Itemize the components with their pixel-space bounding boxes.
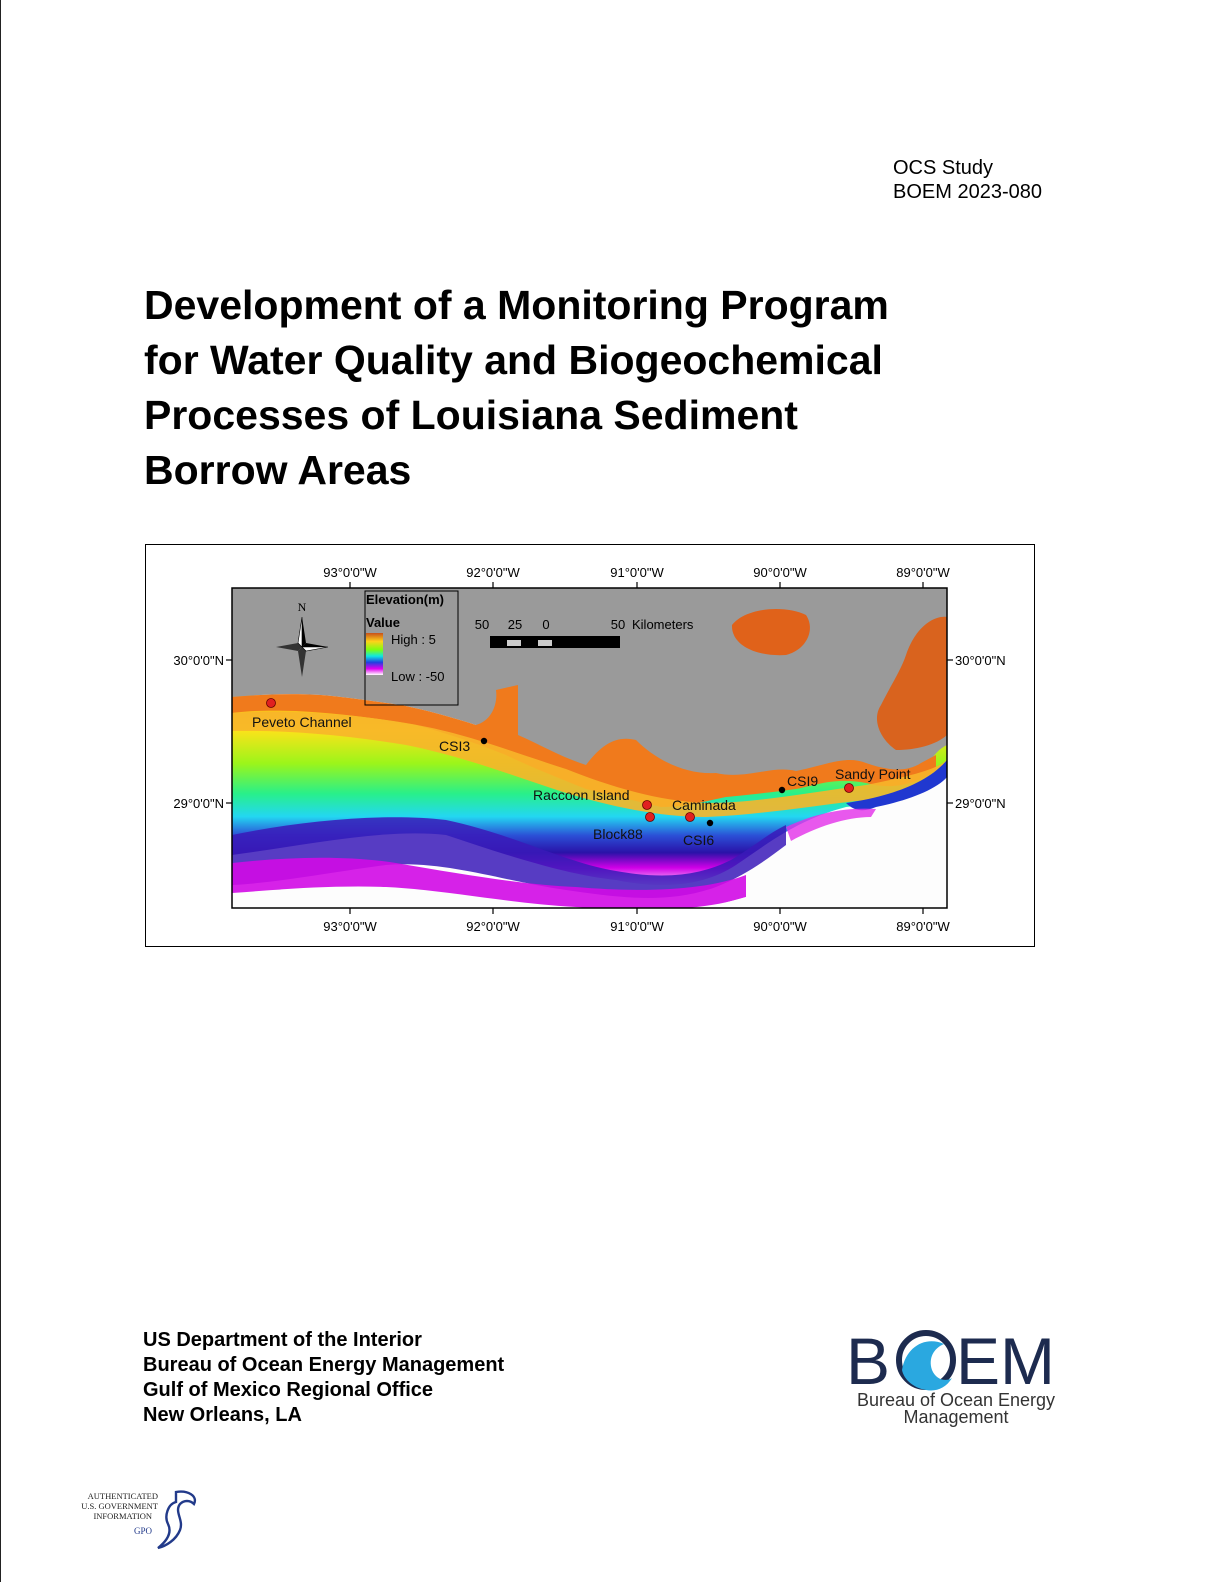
scale-label: 25	[507, 617, 523, 632]
scale-label: 50	[474, 617, 490, 632]
tick-label: 92°0'0"W	[466, 565, 520, 580]
north-label: N	[297, 600, 307, 614]
scale-units: Kilometers	[632, 617, 694, 632]
title-line: Borrow Areas	[144, 447, 412, 493]
agency-line: Gulf of Mexico Regional Office	[143, 1379, 434, 1401]
eagle-icon	[158, 1492, 195, 1548]
wave-icon	[899, 1333, 953, 1391]
station-marker	[707, 820, 713, 826]
tick-label: 91°0'0"W	[610, 919, 664, 934]
gpo-line1: AUTHENTICATED	[87, 1491, 158, 1501]
title-line: Processes of Louisiana Sediment	[144, 392, 798, 438]
tick-label: 30°0'0"N	[955, 653, 1006, 668]
bottom-ticks	[350, 908, 923, 914]
site-label: Sandy Point	[835, 766, 911, 782]
tick-label: 29°0'0"N	[173, 796, 224, 811]
report-title	[144, 278, 1104, 498]
gpo-line3: INFORMATION	[93, 1511, 152, 1521]
agency-block	[143, 1328, 504, 1428]
tick-label: 91°0'0"W	[610, 565, 664, 580]
agency-line: Bureau of Ocean Energy Management	[143, 1354, 505, 1376]
borrow-site-marker	[643, 801, 652, 810]
title-line: for Water Quality and Biogeochemical	[144, 337, 883, 383]
site-label: CSI6	[683, 832, 715, 848]
boem-logo	[840, 1318, 1070, 1430]
station-marker	[481, 738, 487, 744]
boem-logo-mark	[840, 1318, 1070, 1430]
study-identifier	[893, 156, 1042, 204]
agency-line: US Department of the Interior	[143, 1329, 422, 1351]
legend-title: Elevation(m)	[366, 592, 445, 607]
site-label: Caminada	[672, 797, 736, 813]
study-series: OCS Study	[893, 157, 994, 179]
borrow-site-marker	[267, 699, 276, 708]
site-label: Peveto Channel	[252, 714, 352, 730]
gpo-line2: U.S. GOVERNMENT	[81, 1501, 158, 1511]
borrow-site-marker	[845, 784, 854, 793]
tick-label: 30°0'0"N	[173, 653, 224, 668]
borrow-site-marker	[686, 813, 695, 822]
tick-label: 29°0'0"N	[955, 796, 1006, 811]
station-marker	[779, 787, 785, 793]
title-line: Development of a Monitoring Program	[144, 282, 889, 328]
boem-wordmark-em: EM	[956, 1324, 1055, 1398]
report-number: BOEM 2023-080	[893, 181, 1042, 203]
agency-line: New Orleans, LA	[143, 1404, 302, 1426]
gpo-seal-mark	[72, 1490, 202, 1552]
site-label: Raccoon Island	[533, 787, 630, 803]
tick-label: 90°0'0"W	[753, 565, 807, 580]
cover-map	[145, 544, 1035, 947]
page-left-edge	[0, 0, 1, 1582]
site-label: CSI9	[787, 773, 819, 789]
tick-label: 92°0'0"W	[466, 919, 520, 934]
boem-tagline-2: Management	[903, 1407, 1009, 1427]
boem-wordmark-b: B	[846, 1324, 891, 1398]
legend-high: High : 5	[391, 632, 436, 647]
site-label: Block88	[593, 826, 643, 842]
legend-color-ramp	[366, 633, 383, 675]
boem-tagline-1: Bureau of Ocean Energy	[856, 1390, 1056, 1410]
tick-label: 93°0'0"W	[323, 919, 377, 934]
tick-label: 93°0'0"W	[323, 565, 377, 580]
tick-label: 90°0'0"W	[753, 919, 807, 934]
top-ticks	[350, 582, 923, 588]
legend-subtitle: Value	[366, 615, 400, 630]
scale-label: 50	[610, 617, 626, 632]
tick-label: 89°0'0"W	[896, 565, 950, 580]
elevation-map	[146, 545, 1036, 948]
legend-low: Low : -50	[391, 669, 445, 684]
borrow-site-marker	[646, 813, 655, 822]
tick-label: 89°0'0"W	[896, 919, 950, 934]
site-label: CSI3	[439, 738, 471, 754]
gpo-authentication-seal	[72, 1490, 202, 1552]
scale-label: 0	[542, 617, 550, 632]
gpo-line4: GPO	[133, 1526, 152, 1536]
